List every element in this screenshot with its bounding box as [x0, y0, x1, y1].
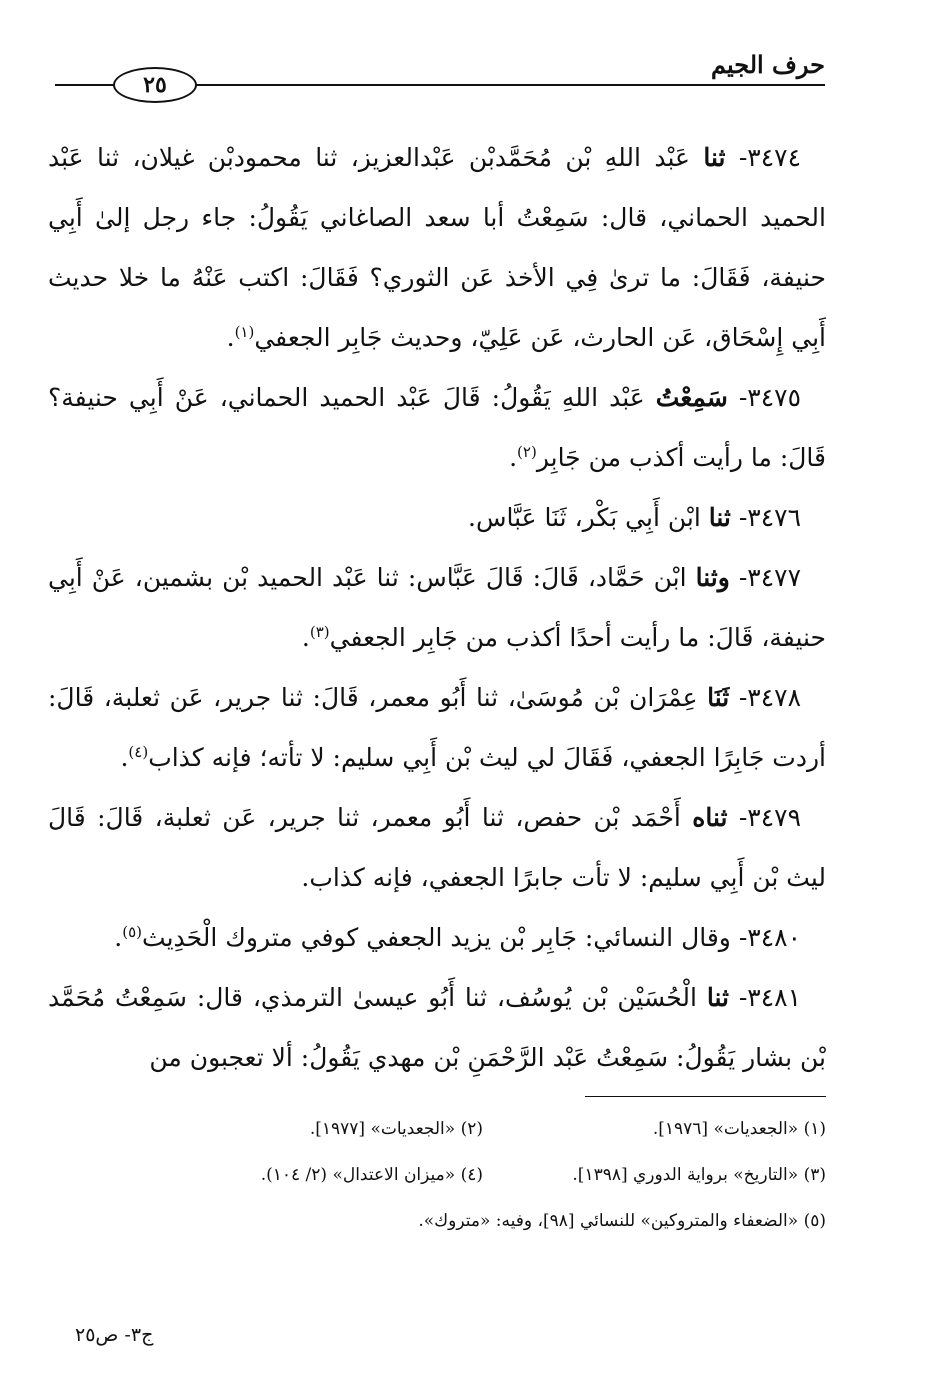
- volume-page-reference: ج٣- ص٢٥: [75, 1324, 154, 1346]
- footnote-rule: [585, 1096, 826, 1097]
- footnote-1: (١) «الجعديات» [١٩٧٦].: [652, 1119, 826, 1139]
- footnote-marker: (٢): [517, 443, 537, 461]
- entry-lead: ثنا: [708, 503, 731, 532]
- entry-3479: [48, 788, 826, 908]
- entry-number: ٣٤٧٦-: [738, 503, 801, 532]
- entry-text: أَحْمَد بْن حفص، ثنا أَبُو معمر، ثنا جرير، عَن ثعلبة، قَالَ: قَالَ ليث بْن أَبِي سليم: لا تأت جابرًا الجعفي، فإنه كذاب.: [48, 803, 826, 892]
- entry-text: عِمْرَان بْن مُوسَىٰ، ثنا أَبُو معمر، قَالَ: ثنا جرير، عَن ثعلبة، قَالَ: أردت جَابِرًا الجعفي، فَقَالَ لي ليث بْن أَبِي سليم: لا تأته؛ فإنه كذاب: [48, 683, 826, 772]
- footnote-marker: (٥): [122, 923, 143, 941]
- entry-end: .: [509, 443, 518, 472]
- footnote-5: (٥) «الضعفاء والمتروكين» للنسائي [٩٨]، وفيه: «متروك».: [418, 1211, 826, 1231]
- entry-text: ابْن حَمَّاد، قَالَ: قَالَ عَبَّاس: ثنا عَبْد الحميد بْن بشمين، عَنْ أَبِي حنيفة، قَالَ: ما رأيت أحدًا أكذب من جَابِر الجعفي: [48, 563, 826, 652]
- footnote-row: [140, 1152, 826, 1198]
- entry-end: .: [226, 323, 235, 352]
- entry-end: .: [301, 623, 310, 652]
- footnote-3: (٣) «التاريخ» برواية الدوري [١٣٩٨].: [572, 1165, 826, 1185]
- entry-text: ابْن أَبِي بَكْر، ثَنَا عَبَّاس.: [468, 503, 701, 532]
- entry-lead: سَمِعْتُ: [655, 383, 728, 412]
- page-number: ٢٥: [113, 67, 197, 103]
- entry-3476: [48, 488, 826, 548]
- footnote-4: (٤) «ميزان الاعتدال» (٢/ ١٠٤).: [260, 1165, 483, 1185]
- page-header: [55, 40, 825, 100]
- footnotes: [140, 1106, 826, 1244]
- entry-3477: [48, 548, 826, 668]
- entry-text: عَبْد اللهِ يَقُولُ: قَالَ عَبْد الحميد الحماني، عَنْ أَبِي حنيفة؟ قَالَ: ما رأيت أكذب من جَابِر: [48, 383, 826, 472]
- entry-end: .: [120, 743, 129, 772]
- entry-number: ٣٤٨١-: [738, 983, 802, 1012]
- entry-text: وقال النسائي: جَابِر بْن يزيد الجعفي كوفي متروك الْحَدِيث: [142, 923, 731, 952]
- entry-lead: وثنا: [695, 563, 730, 592]
- footnote-marker: (١): [234, 323, 255, 341]
- footnote-marker: (٣): [309, 623, 330, 641]
- entry-number: ٣٤٨٠-: [738, 923, 801, 952]
- entry-number: ٣٤٧٩-: [738, 803, 801, 832]
- entry-number: ٣٤٧٨-: [738, 683, 801, 712]
- footnote-row: [140, 1106, 826, 1152]
- footnote-marker: (٤): [128, 743, 149, 761]
- entry-3478: [48, 668, 826, 788]
- footnote-2: (٢) «الجعديات» [١٩٧٧].: [309, 1119, 483, 1139]
- entry-text: الْحُسَيْن بْن يُوسُف، ثنا أَبُو عيسىٰ الترمذي، قال: سَمِعْتُ مُحَمَّد بْن بشار يَقُولُ: سَمِعْتُ عَبْد الرَّحْمَنِ بْن مهدي يَقُولُ: ألا تعجبون من: [48, 983, 826, 1072]
- entry-number: ٣٤٧٧-: [738, 563, 801, 592]
- entry-end: .: [114, 923, 123, 952]
- entry-3480: [48, 908, 826, 968]
- entry-number: ٣٤٧٤-: [738, 143, 802, 172]
- entry-lead: ثنا: [703, 143, 726, 172]
- entry-3481: [48, 968, 826, 1088]
- entry-text: عَبْد اللهِ بْن مُحَمَّدبْن عَبْدالعزيز، ثنا محمودبْن غيلان، ثنا عَبْد الحميد الحماني، قال: سَمِعْتُ أبا سعد الصاغاني يَقُولُ: جاء رجل إلىٰ أَبِي حنيفة، فَقَالَ: ما ترىٰ فِي الأخذ عَن الثوري؟ فَقَالَ: اكتب عَنْهُ ما خلا حديث أَبِي إِسْحَاق، عَن الحارث، عَن عَلِيّ، وحديث جَابِر الجعفي: [48, 143, 826, 352]
- entry-3474: [48, 128, 826, 368]
- entry-lead: ثنا: [706, 983, 729, 1012]
- entry-lead: ثناه: [692, 803, 728, 832]
- entry-3475: [48, 368, 826, 488]
- chapter-title: حرف الجيم: [711, 50, 825, 79]
- entry-number: ٣٤٧٥-: [738, 383, 802, 412]
- entry-lead: ثَنَا: [707, 683, 730, 712]
- main-text: [48, 128, 826, 1088]
